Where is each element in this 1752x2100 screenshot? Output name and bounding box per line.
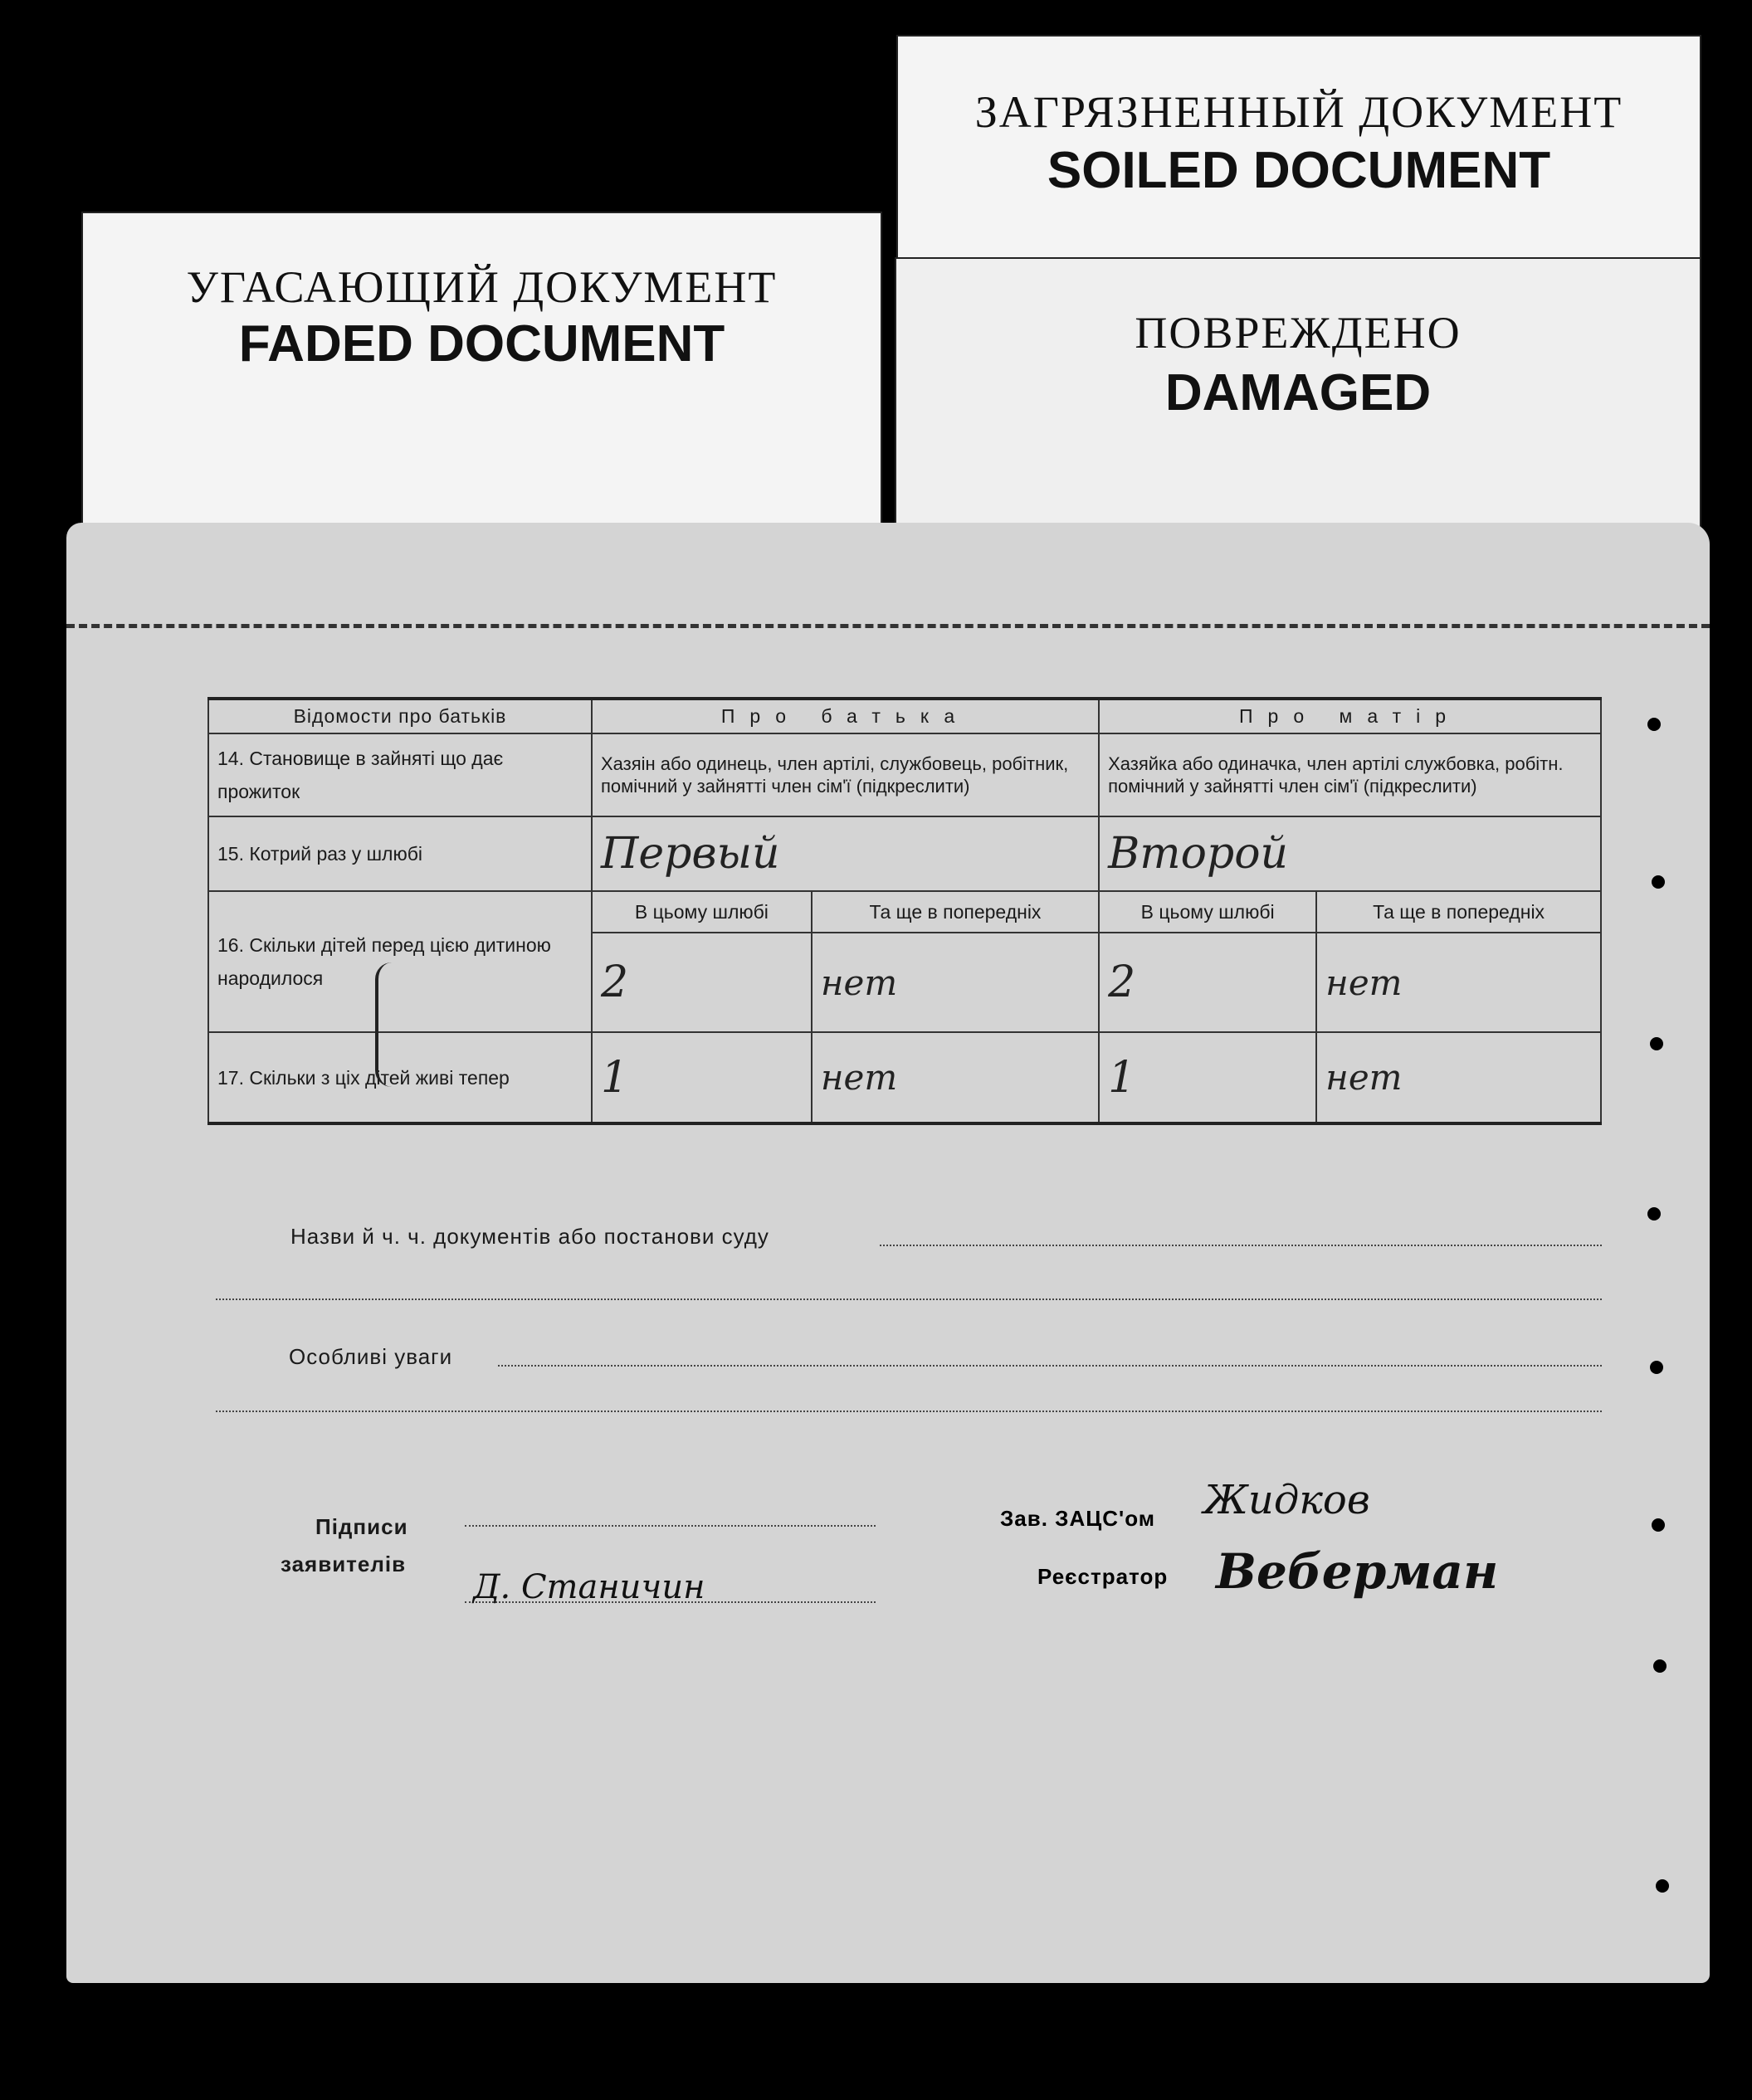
punch-hole xyxy=(1656,1879,1669,1893)
mother-previous-header: Та ще в попередніх xyxy=(1316,891,1601,933)
punch-hole xyxy=(1647,718,1661,731)
row14-mother-options: Хазяйка або одиначка, член артілі службовка, робітн. помічний у зайнятті член сім'ї (підкреслити) xyxy=(1099,733,1601,816)
soiled-document-label xyxy=(896,35,1701,259)
row17-father-this: 1 xyxy=(592,1032,812,1123)
row14-label: 14. Становище в зайняті що дає прожиток xyxy=(208,733,592,816)
documents-label: Назви й ч. ч. документів або постанови суду xyxy=(290,1224,769,1249)
row17-label: 17. Скільки з ціх дітей живі тепер xyxy=(208,1032,592,1123)
row15-father-value: Первый xyxy=(592,816,1099,891)
mother-this-marriage-header: В цьому шлюбі xyxy=(1099,891,1316,933)
row17-mother-prev: нет xyxy=(1316,1032,1601,1123)
perforation-line xyxy=(66,624,1710,628)
father-this-marriage-header: В цьому шлюбі xyxy=(592,891,812,933)
head-label: Зав. ЗАЦС'ом xyxy=(1000,1506,1155,1531)
row15-mother-value: Второй xyxy=(1099,816,1601,891)
punch-hole xyxy=(1647,1207,1661,1221)
registrar-signature: Веберман xyxy=(1216,1543,1499,1600)
parents-info-table xyxy=(207,697,1602,1125)
faded-label-en: FADED DOCUMENT xyxy=(238,315,725,373)
punch-hole xyxy=(1650,1361,1663,1374)
applicant-line-1 xyxy=(465,1525,876,1527)
applicants-label-1: Підписи xyxy=(315,1514,408,1539)
registrar-label: Реєстратор xyxy=(1037,1564,1169,1589)
row16-father-this: 2 xyxy=(592,933,812,1032)
row17-father-prev: нет xyxy=(812,1032,1099,1123)
punch-hole xyxy=(1650,1037,1663,1050)
punch-hole xyxy=(1652,875,1665,889)
registration-form-sheet xyxy=(66,523,1710,1983)
documents-line-2 xyxy=(216,1298,1602,1300)
damaged-label-ru: ПОВРЕЖДЕНО xyxy=(1135,308,1462,358)
row16-mother-this: 2 xyxy=(1099,933,1316,1032)
row17-mother-this: 1 xyxy=(1099,1032,1316,1123)
row14-father-options: Хазяін або одинець, член артілі, службовець, робітник, помічний у зайнятті член сім'ї (підкреслити) xyxy=(592,733,1099,816)
damaged-document-label xyxy=(895,257,1701,539)
header-info: Відомости про батьків xyxy=(208,699,592,733)
row16-mother-prev: нет xyxy=(1316,933,1601,1032)
father-previous-header: Та ще в попередніх xyxy=(812,891,1099,933)
faded-document-label xyxy=(81,212,882,535)
applicants-brace xyxy=(375,962,403,1087)
head-signature: Жидков xyxy=(1203,1477,1370,1523)
notes-line-2 xyxy=(216,1411,1602,1412)
documents-line xyxy=(880,1245,1602,1246)
damaged-label-en: DAMAGED xyxy=(1164,364,1432,421)
punch-hole xyxy=(1653,1659,1667,1673)
row16-father-prev: нет xyxy=(812,933,1099,1032)
row16-label: 16. Скільки дітей перед цією дитиною народилося xyxy=(208,891,592,1032)
punch-hole xyxy=(1652,1518,1665,1532)
soiled-label-ru: ЗАГРЯЗНЕННЫЙ ДОКУМЕНТ xyxy=(974,87,1623,137)
soiled-label-en: SOILED DOCUMENT xyxy=(1047,142,1551,199)
notes-label: Особливі уваги xyxy=(289,1344,453,1369)
applicants-label-2: заявителів xyxy=(281,1552,407,1576)
faded-label-ru: УГАСАЮЩИЙ ДОКУМЕНТ xyxy=(186,262,778,312)
header-father: Про батька xyxy=(592,699,1099,733)
header-mother: Про матір xyxy=(1099,699,1601,733)
notes-line xyxy=(498,1365,1602,1367)
applicant-signature: Д. Станичин xyxy=(473,1568,705,1606)
row15-label: 15. Котрий раз у шлюбі xyxy=(208,816,592,891)
